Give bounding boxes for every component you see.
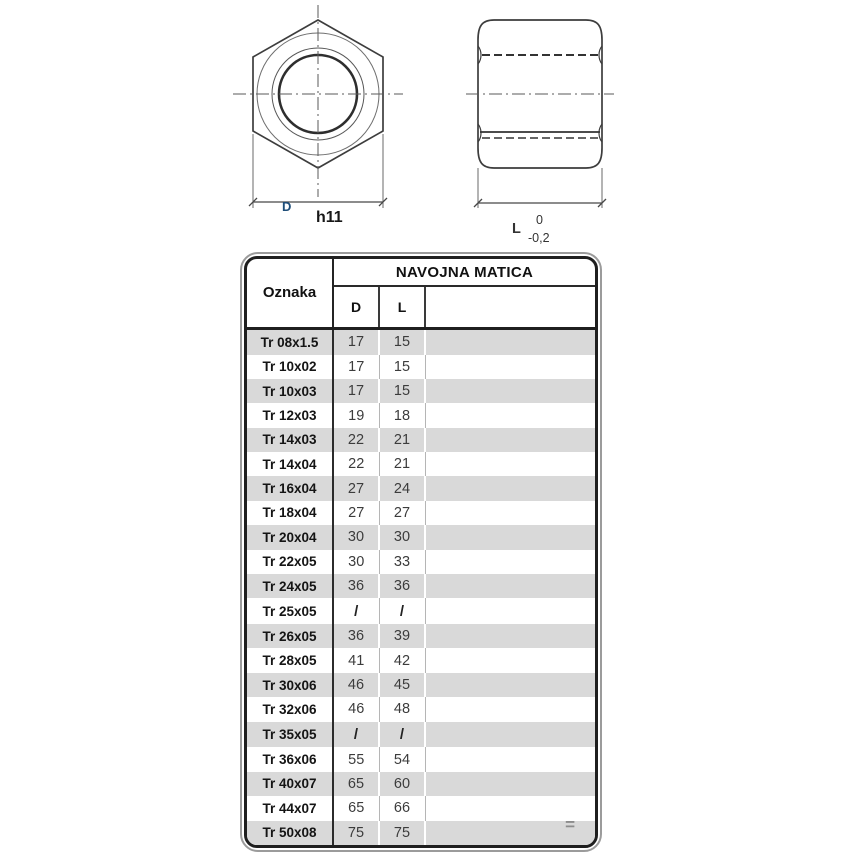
designation-cell: Tr 32x06	[247, 697, 333, 721]
hex-front-view	[233, 5, 403, 208]
d-value-cell: 17	[333, 379, 379, 403]
designation-cell: Tr 10x03	[247, 379, 333, 403]
l-value-cell: /	[379, 598, 425, 624]
designation-cell: Tr 28x05	[247, 648, 333, 672]
table-row	[247, 452, 595, 476]
l-value-cell: 15	[379, 379, 425, 403]
empty-cell	[425, 648, 595, 672]
dim-l-tol-upper: 0	[536, 213, 543, 227]
table-row	[247, 476, 595, 500]
designation-cell: Tr 22x05	[247, 550, 333, 574]
empty-cell	[425, 355, 595, 379]
nut-table-inner-frame	[244, 256, 598, 848]
d-value-cell: 36	[333, 624, 379, 648]
empty-cell	[425, 379, 595, 403]
designation-cell: Tr 12x03	[247, 403, 333, 427]
l-value-cell: 24	[379, 476, 425, 500]
dim-d-fit-label: h11	[316, 209, 343, 226]
d-value-cell: 36	[333, 574, 379, 598]
empty-cell	[425, 574, 595, 598]
table-row	[247, 821, 595, 846]
table-row	[247, 648, 595, 672]
d-value-cell: 30	[333, 550, 379, 574]
d-value-cell: 75	[333, 821, 379, 846]
empty-cell	[425, 501, 595, 525]
empty-cell	[425, 772, 595, 796]
d-value-cell: 46	[333, 673, 379, 697]
nut-technical-drawing	[0, 0, 860, 252]
empty-cell	[425, 403, 595, 427]
l-value-cell: 15	[379, 328, 425, 355]
empty-cell	[425, 697, 595, 721]
designation-cell: Tr 24x05	[247, 574, 333, 598]
table-title: NAVOJNA MATICA	[333, 259, 595, 286]
l-value-cell: 45	[379, 673, 425, 697]
d-value-cell: /	[333, 598, 379, 624]
l-value-cell: 60	[379, 772, 425, 796]
designation-cell: Tr 40x07	[247, 772, 333, 796]
l-value-cell: 21	[379, 452, 425, 476]
empty-cell	[425, 328, 595, 355]
designation-cell: Tr 16x04	[247, 476, 333, 500]
column-header-d: D	[333, 286, 379, 328]
d-value-cell: 22	[333, 428, 379, 452]
l-value-cell: 18	[379, 403, 425, 427]
d-value-cell: 30	[333, 525, 379, 549]
l-value-cell: 39	[379, 624, 425, 648]
empty-cell	[425, 722, 595, 748]
d-value-cell: /	[333, 722, 379, 748]
designation-cell: Tr 30x06	[247, 673, 333, 697]
d-value-cell: 41	[333, 648, 379, 672]
table-row	[247, 796, 595, 820]
designation-cell: Tr 10x02	[247, 355, 333, 379]
d-value-cell: 46	[333, 697, 379, 721]
l-value-cell: 30	[379, 525, 425, 549]
designation-cell: Tr 14x03	[247, 428, 333, 452]
d-value-cell: 27	[333, 501, 379, 525]
d-value-cell: 19	[333, 403, 379, 427]
l-value-cell: 75	[379, 821, 425, 846]
dim-l-label: L	[512, 221, 521, 237]
table-row	[247, 428, 595, 452]
table-row	[247, 673, 595, 697]
table-row	[247, 697, 595, 721]
d-value-cell: 65	[333, 772, 379, 796]
l-value-cell: 21	[379, 428, 425, 452]
table-row	[247, 525, 595, 549]
column-header-empty	[425, 286, 595, 328]
designation-cell: Tr 26x05	[247, 624, 333, 648]
designation-cell: Tr 50x08	[247, 821, 333, 846]
table-row	[247, 355, 595, 379]
table-row	[247, 772, 595, 796]
table-row	[247, 574, 595, 598]
d-value-cell: 17	[333, 355, 379, 379]
empty-cell	[425, 624, 595, 648]
nut-table-frame	[240, 252, 602, 852]
d-value-cell: 55	[333, 747, 379, 771]
table-row	[247, 328, 595, 355]
empty-cell	[425, 525, 595, 549]
equals-mark: =	[565, 815, 575, 834]
table-row	[247, 501, 595, 525]
l-value-cell: /	[379, 722, 425, 748]
designation-cell: Tr 36x06	[247, 747, 333, 771]
d-value-cell: 17	[333, 328, 379, 355]
l-value-cell: 42	[379, 648, 425, 672]
nut-dimensions-table	[247, 259, 595, 845]
empty-cell	[425, 747, 595, 771]
empty-cell	[425, 476, 595, 500]
l-value-cell: 48	[379, 697, 425, 721]
table-row	[247, 722, 595, 748]
l-value-cell: 54	[379, 747, 425, 771]
table-row	[247, 624, 595, 648]
table-row	[247, 747, 595, 771]
l-value-cell: 27	[379, 501, 425, 525]
designation-cell: Tr 20x04	[247, 525, 333, 549]
empty-cell	[425, 550, 595, 574]
designation-cell: Tr 08x1.5	[247, 328, 333, 355]
designation-cell: Tr 14x04	[247, 452, 333, 476]
designation-column-header: Oznaka	[247, 259, 333, 328]
extension-lines-l	[478, 168, 602, 208]
d-value-cell: 27	[333, 476, 379, 500]
dim-d-label: D	[282, 199, 292, 214]
l-value-cell: 15	[379, 355, 425, 379]
nut-side-view	[466, 20, 614, 208]
empty-cell	[425, 673, 595, 697]
empty-cell	[425, 598, 595, 624]
empty-cell	[425, 452, 595, 476]
table-row	[247, 379, 595, 403]
column-header-l: L	[379, 286, 425, 328]
l-value-cell: 33	[379, 550, 425, 574]
table-row	[247, 403, 595, 427]
l-value-cell: 66	[379, 796, 425, 820]
designation-cell: Tr 35x05	[247, 722, 333, 748]
empty-cell	[425, 428, 595, 452]
designation-cell: Tr 18x04	[247, 501, 333, 525]
dim-l-tol-lower: -0,2	[528, 231, 550, 245]
d-value-cell: 22	[333, 452, 379, 476]
table-row	[247, 598, 595, 624]
d-value-cell: 65	[333, 796, 379, 820]
designation-cell: Tr 25x05	[247, 598, 333, 624]
designation-cell: Tr 44x07	[247, 796, 333, 820]
table-row	[247, 550, 595, 574]
l-value-cell: 36	[379, 574, 425, 598]
